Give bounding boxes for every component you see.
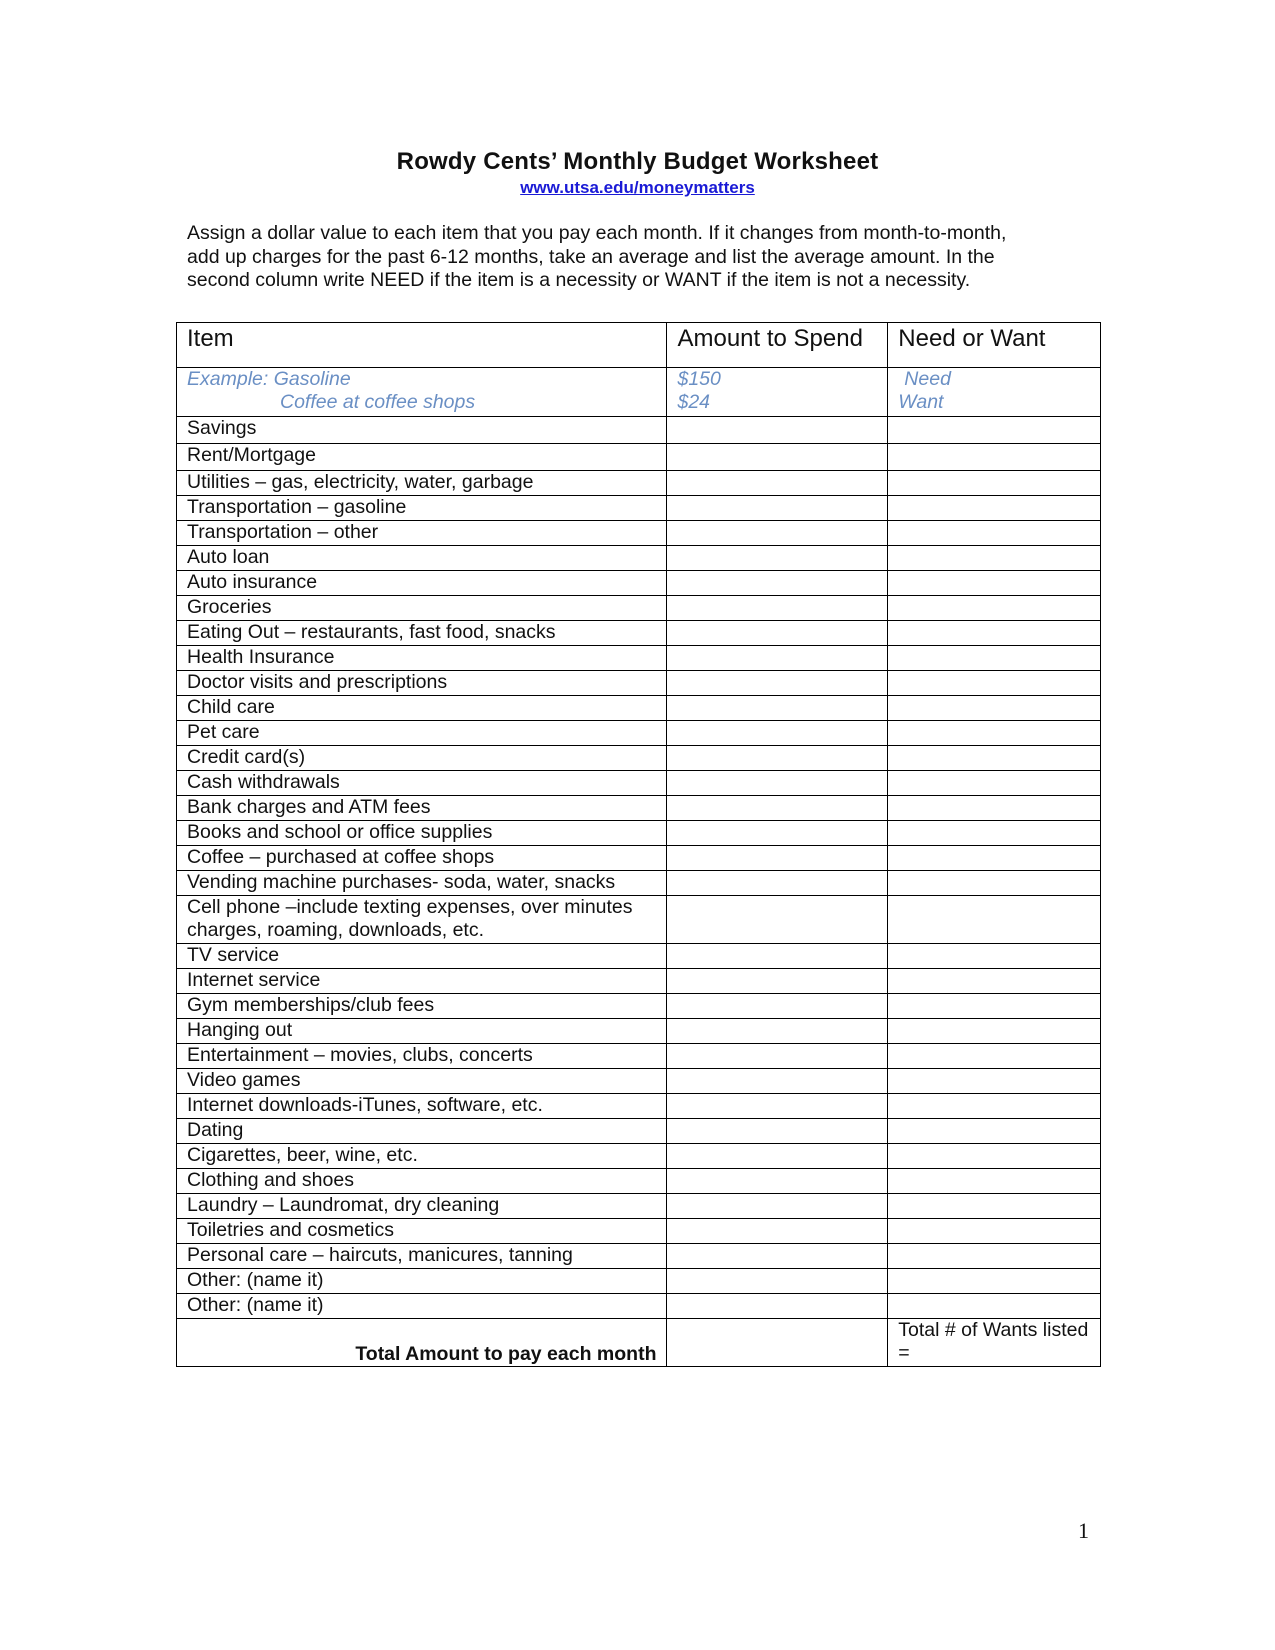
item-label: Books and school or office supplies: [177, 821, 667, 846]
amount-input-cell[interactable]: [667, 821, 888, 846]
need-want-input-cell[interactable]: [888, 1019, 1101, 1044]
table-row: [177, 846, 1101, 871]
table-row: [177, 444, 1101, 471]
amount-input-cell[interactable]: [667, 771, 888, 796]
item-label: Transportation – gasoline: [177, 496, 667, 521]
need-want-input-cell[interactable]: [888, 896, 1101, 944]
amount-input-cell[interactable]: [667, 571, 888, 596]
need-want-input-cell[interactable]: [888, 546, 1101, 571]
item-label: Credit card(s): [177, 746, 667, 771]
amount-input-cell[interactable]: [667, 1269, 888, 1294]
instructions-line: Assign a dollar value to each item that you pay each month. If it changes from month-to-month,: [187, 222, 1007, 244]
table-row: [177, 417, 1101, 444]
amount-input-cell[interactable]: [667, 1119, 888, 1144]
table-row: [177, 746, 1101, 771]
item-label: Other: (name it): [177, 1269, 667, 1294]
need-want-input-cell[interactable]: [888, 1119, 1101, 1144]
amount-input-cell[interactable]: [667, 896, 888, 944]
table-row: [177, 1119, 1101, 1144]
amount-input-cell[interactable]: [667, 496, 888, 521]
table-row: [177, 1244, 1101, 1269]
item-label: Cash withdrawals: [177, 771, 667, 796]
table-row: [177, 1144, 1101, 1169]
item-label: Bank charges and ATM fees: [177, 796, 667, 821]
example-amount-cell: [667, 368, 888, 417]
item-label: Doctor visits and prescriptions: [177, 671, 667, 696]
item-label: Transportation – other: [177, 521, 667, 546]
need-want-input-cell[interactable]: [888, 496, 1101, 521]
table-row: [177, 596, 1101, 621]
amount-input-cell[interactable]: [667, 596, 888, 621]
table-row: [177, 671, 1101, 696]
item-label: Auto insurance: [177, 571, 667, 596]
table-row: [177, 1069, 1101, 1094]
table-row: [177, 546, 1101, 571]
item-label: Internet downloads-iTunes, software, etc.: [177, 1094, 667, 1119]
need-want-input-cell[interactable]: [888, 596, 1101, 621]
table-row: [177, 1019, 1101, 1044]
amount-input-cell[interactable]: [667, 546, 888, 571]
example-row: [177, 368, 1101, 417]
item-label: Gym memberships/club fees: [177, 994, 667, 1019]
total-row: [177, 1319, 1101, 1367]
amount-input-cell[interactable]: [667, 417, 888, 444]
instructions-line: second column write NEED if the item is a necessity or WANT if the item is not a necessity.: [187, 269, 971, 291]
need-want-input-cell[interactable]: [888, 994, 1101, 1019]
item-label: Eating Out – restaurants, fast food, snacks: [177, 621, 667, 646]
example-need-2: Want: [898, 391, 944, 413]
need-want-input-cell[interactable]: [888, 1294, 1101, 1319]
need-want-input-cell[interactable]: [888, 417, 1101, 444]
amount-input-cell[interactable]: [667, 1169, 888, 1194]
table-row: [177, 1219, 1101, 1244]
item-label: TV service: [177, 944, 667, 969]
need-want-input-cell[interactable]: [888, 1244, 1101, 1269]
amount-input-cell[interactable]: [667, 1294, 888, 1319]
amount-input-cell[interactable]: [667, 994, 888, 1019]
need-want-input-cell[interactable]: [888, 646, 1101, 671]
item-label: Toiletries and cosmetics: [177, 1219, 667, 1244]
item-label: Utilities – gas, electricity, water, garbage: [177, 471, 667, 496]
page-number: 1: [1078, 1518, 1089, 1543]
need-want-input-cell[interactable]: [888, 1219, 1101, 1244]
amount-input-cell[interactable]: [667, 1069, 888, 1094]
need-want-input-cell[interactable]: [888, 821, 1101, 846]
amount-input-cell[interactable]: [667, 746, 888, 771]
table-row: [177, 944, 1101, 969]
table-row: [177, 521, 1101, 546]
need-want-input-cell[interactable]: [888, 521, 1101, 546]
need-want-input-cell[interactable]: [888, 871, 1101, 896]
amount-input-cell[interactable]: [667, 471, 888, 496]
item-label: Clothing and shoes: [177, 1169, 667, 1194]
amount-input-cell[interactable]: [667, 521, 888, 546]
example-need-1: Need: [904, 368, 951, 390]
item-label: Rent/Mortgage: [177, 444, 667, 471]
need-want-input-cell[interactable]: [888, 696, 1101, 721]
page-title: Rowdy Cents’ Monthly Budget Worksheet: [396, 148, 879, 175]
budget-table: [176, 322, 1101, 1367]
table-row: [177, 1094, 1101, 1119]
need-want-input-cell[interactable]: [888, 1144, 1101, 1169]
table-row: [177, 696, 1101, 721]
amount-input-cell[interactable]: [667, 721, 888, 746]
column-header-need-want: Need or Want: [888, 323, 1101, 368]
need-want-input-cell[interactable]: [888, 671, 1101, 696]
table-row: [177, 1269, 1101, 1294]
amount-input-cell[interactable]: [667, 671, 888, 696]
amount-input-cell[interactable]: [667, 1244, 888, 1269]
total-wants-label: Total # of Wants listed =: [888, 1319, 1101, 1367]
table-row: [177, 571, 1101, 596]
total-amount-label: Total Amount to pay each month: [177, 1319, 667, 1367]
need-want-input-cell[interactable]: [888, 1269, 1101, 1294]
need-want-input-cell[interactable]: [888, 944, 1101, 969]
table-row: [177, 821, 1101, 846]
total-amount-input-cell[interactable]: [667, 1319, 888, 1367]
item-label: Hanging out: [177, 1019, 667, 1044]
need-want-input-cell[interactable]: [888, 771, 1101, 796]
example-item-1: Example: Gasoline: [187, 368, 351, 390]
need-want-input-cell[interactable]: [888, 1044, 1101, 1069]
amount-input-cell[interactable]: [667, 646, 888, 671]
table-row: [177, 621, 1101, 646]
table-row: [177, 1169, 1101, 1194]
amount-input-cell[interactable]: [667, 969, 888, 994]
amount-input-cell[interactable]: [667, 871, 888, 896]
item-label: Personal care – haircuts, manicures, tanning: [177, 1244, 667, 1269]
item-label: Cigarettes, beer, wine, etc.: [177, 1144, 667, 1169]
item-label: Savings: [177, 417, 667, 444]
item-label: Groceries: [177, 596, 667, 621]
table-row: [177, 471, 1101, 496]
need-want-input-cell[interactable]: [888, 571, 1101, 596]
table-row: [177, 646, 1101, 671]
amount-input-cell[interactable]: [667, 696, 888, 721]
example-amount-2: $24: [677, 391, 711, 413]
item-label: Video games: [177, 1069, 667, 1094]
amount-input-cell[interactable]: [667, 846, 888, 871]
amount-input-cell[interactable]: [667, 621, 888, 646]
item-label: Dating: [177, 1119, 667, 1144]
item-label: Health Insurance: [177, 646, 667, 671]
amount-input-cell[interactable]: [667, 1019, 888, 1044]
need-want-input-cell[interactable]: [888, 444, 1101, 471]
table-row: [177, 969, 1101, 994]
need-want-input-cell[interactable]: [888, 1069, 1101, 1094]
table-row: [177, 1294, 1101, 1319]
item-label: Auto loan: [177, 546, 667, 571]
need-want-input-cell[interactable]: [888, 621, 1101, 646]
amount-input-cell[interactable]: [667, 1219, 888, 1244]
column-header-item: Item: [177, 323, 667, 368]
amount-input-cell[interactable]: [667, 444, 888, 471]
item-label: Entertainment – movies, clubs, concerts: [177, 1044, 667, 1069]
instructions-line: add up charges for the past 6-12 months, take an average and list the average amount. In the: [187, 245, 995, 268]
example-need-cell: [888, 368, 1101, 417]
need-want-input-cell[interactable]: [888, 969, 1101, 994]
table-row: [177, 496, 1101, 521]
amount-input-cell[interactable]: [667, 944, 888, 969]
table-row: [177, 796, 1101, 821]
need-want-input-cell[interactable]: [888, 746, 1101, 771]
amount-input-cell[interactable]: [667, 1094, 888, 1119]
table-row: [177, 896, 1101, 944]
need-want-input-cell[interactable]: [888, 721, 1101, 746]
item-label: Child care: [177, 696, 667, 721]
amount-input-cell[interactable]: [667, 1044, 888, 1069]
item-label: Other: (name it): [177, 1294, 667, 1319]
example-amount-1: $150: [677, 368, 721, 390]
item-label: Coffee – purchased at coffee shops: [177, 846, 667, 871]
instructions: [187, 222, 1087, 293]
example-item-2: Coffee at coffee shops: [280, 391, 476, 413]
table-row: [177, 994, 1101, 1019]
item-label: Internet service: [177, 969, 667, 994]
need-want-input-cell[interactable]: [888, 796, 1101, 821]
table-row: [177, 771, 1101, 796]
amount-input-cell[interactable]: [667, 1144, 888, 1169]
item-label: Laundry – Laundromat, dry cleaning: [177, 1194, 667, 1219]
item-label: Pet care: [177, 721, 667, 746]
need-want-input-cell[interactable]: [888, 1169, 1101, 1194]
need-want-input-cell[interactable]: [888, 1194, 1101, 1219]
table-row: [177, 721, 1101, 746]
need-want-input-cell[interactable]: [888, 1094, 1101, 1119]
amount-input-cell[interactable]: [667, 1194, 888, 1219]
column-header-amount: Amount to Spend: [667, 323, 888, 368]
item-label: Cell phone –include texting expenses, over minutes charges, roaming, downloads, etc.: [177, 896, 667, 944]
table-row: [177, 1044, 1101, 1069]
amount-input-cell[interactable]: [667, 796, 888, 821]
example-item-cell: [177, 368, 667, 417]
need-want-input-cell[interactable]: [888, 471, 1101, 496]
need-want-input-cell[interactable]: [888, 846, 1101, 871]
website-link[interactable]: www.utsa.edu/moneymatters: [520, 178, 755, 197]
table-header-row: [177, 323, 1101, 368]
table-row: [177, 871, 1101, 896]
table-row: [177, 1194, 1101, 1219]
item-label: Vending machine purchases- soda, water, snacks: [177, 871, 667, 896]
